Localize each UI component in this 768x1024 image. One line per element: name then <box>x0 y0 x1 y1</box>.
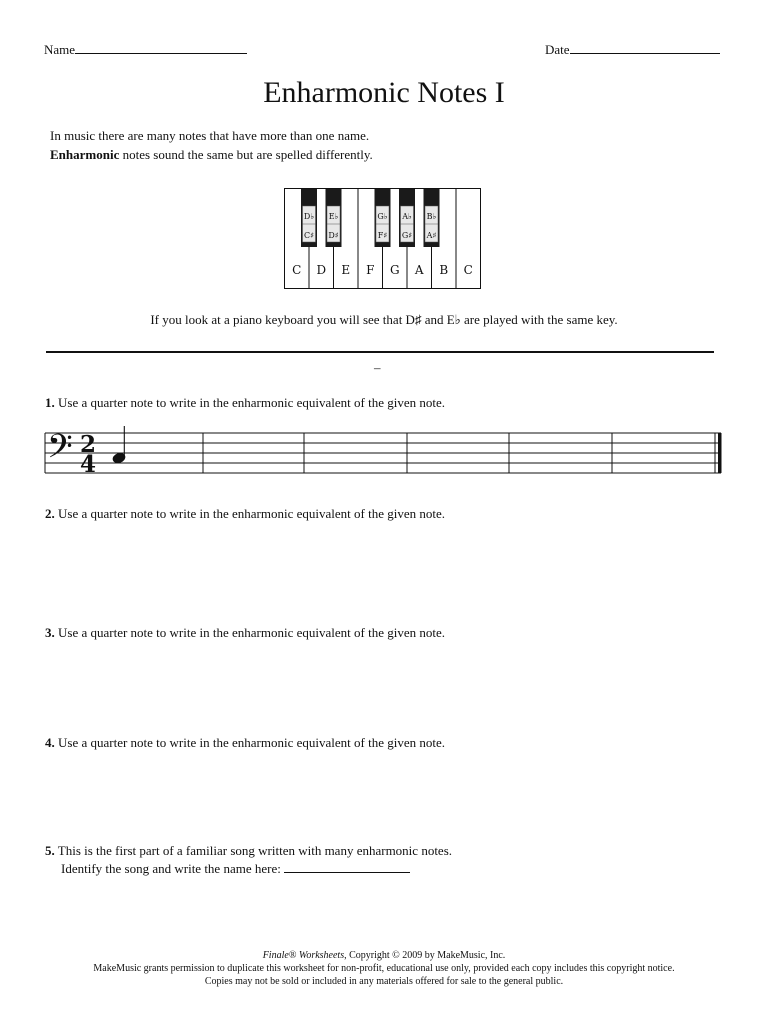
white-key-label: C <box>463 263 473 277</box>
exercise-3-number: 3. <box>45 625 55 640</box>
black-key <box>301 189 317 247</box>
intro-line-2-rest: notes sound the same but are spelled differently. <box>119 147 373 162</box>
date-blank[interactable] <box>570 42 720 54</box>
exercise-3-instruction <box>45 625 445 641</box>
white-key-label: A <box>414 263 424 277</box>
footer-product-name: Finale® Worksheets <box>262 950 345 961</box>
black-key-flat-name: E♭ <box>328 212 339 221</box>
note <box>112 426 126 464</box>
exercise-5-instruction <box>45 843 452 859</box>
exercise-2-text: Use a quarter note to write in the enharmonic equivalent of the given note. <box>54 506 445 521</box>
white-key-label: F <box>366 263 375 277</box>
exercise-4-staff[interactable] <box>0 755 768 830</box>
divider-tail: – <box>374 360 381 375</box>
footer-copyright <box>0 950 768 961</box>
exercise-5-text: This is the first part of a familiar song written with many enharmonic notes. <box>54 843 453 858</box>
date-field[interactable] <box>545 42 720 58</box>
black-key-sharp-name: C♯ <box>304 231 314 240</box>
exercise-2-number: 2. <box>45 506 55 521</box>
black-key <box>375 189 391 247</box>
black-key <box>326 189 342 247</box>
final-barline-thick <box>718 433 722 473</box>
footer-copyright-rest: , Copyright © 2009 by MakeMusic, Inc. <box>344 950 506 961</box>
exercise-1-instruction <box>45 395 445 411</box>
divider-line <box>46 344 714 353</box>
exercise-4-text: Use a quarter note to write in the enharmonic equivalent of the given note. <box>54 735 445 750</box>
black-key <box>424 189 440 247</box>
exercise-1-staff[interactable] <box>0 415 768 490</box>
black-key-flat-name: G♭ <box>377 212 388 221</box>
name-field[interactable] <box>44 42 247 58</box>
page-title: Enharmonic Notes I <box>263 76 505 109</box>
exercise-2-staff[interactable] <box>0 526 768 601</box>
time-signature-bottom: 4 <box>79 451 97 478</box>
black-key <box>399 189 415 247</box>
intro-line-1: In music there are many notes that have more than one name. <box>50 128 370 143</box>
white-key-label: E <box>341 263 351 277</box>
footer-permission: MakeMusic grants permission to duplicate this worksheet for non-profit, educational use only, provided each copy includes this copyright notice. <box>93 963 675 974</box>
piano-keyboard <box>284 188 482 290</box>
black-key-flat-name: B♭ <box>426 212 437 221</box>
exercise-4-number: 4. <box>45 735 55 750</box>
exercise-3-text: Use a quarter note to write in the enharmonic equivalent of the given note. <box>54 625 445 640</box>
intro-line-2 <box>50 147 373 163</box>
black-key-sharp-name: G♯ <box>401 231 413 240</box>
exercise-3-staff[interactable] <box>0 645 768 720</box>
divider-rule <box>46 344 714 353</box>
song-name-blank[interactable] <box>284 861 410 873</box>
exercise-1-number: 1. <box>45 395 55 410</box>
exercise-5-staff[interactable] <box>0 880 768 950</box>
black-key-sharp-name: D♯ <box>328 231 339 240</box>
white-key-label: D <box>316 263 327 277</box>
exercise-4-instruction <box>45 735 445 751</box>
bass-clef-icon: 𝄢 <box>47 428 73 474</box>
exercise-2-instruction <box>45 506 445 522</box>
white-key-label: G <box>389 263 400 277</box>
exercise-5-answer-line[interactable] <box>61 861 410 877</box>
black-key-flat-name: A♭ <box>402 212 412 221</box>
exercise-5-line2: Identify the song and write the name here: <box>61 861 281 876</box>
footer-restriction: Copies may not be sold or included in any materials offered for sale to the general public. <box>204 976 564 987</box>
exercise-1-text: Use a quarter note to write in the enharmonic equivalent of the given note. <box>54 395 445 410</box>
white-key-label: B <box>439 263 449 277</box>
black-key-flat-name: D♭ <box>303 212 315 221</box>
date-label: Date <box>545 42 570 57</box>
black-key-sharp-name: A♯ <box>426 231 437 240</box>
keyboard-caption: If you look at a piano keyboard you will see that D♯ and E♭ are played with the same key. <box>150 312 618 327</box>
exercise-5-number: 5. <box>45 843 55 858</box>
staff-lines <box>45 433 721 473</box>
white-key-label: C <box>292 263 302 277</box>
black-key-sharp-name: F♯ <box>377 231 388 240</box>
name-blank[interactable] <box>75 42 247 54</box>
intro-bold-term: Enharmonic <box>50 147 120 162</box>
name-label: Name <box>44 42 76 57</box>
time-signature-top: 2 <box>79 431 97 458</box>
